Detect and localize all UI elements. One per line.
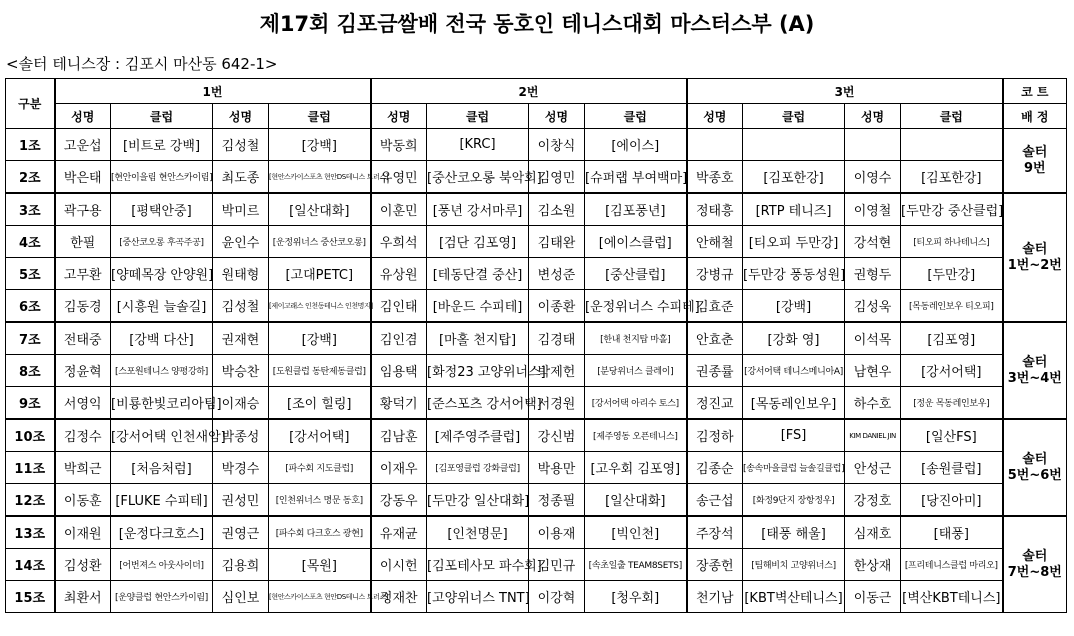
player-name-cell: 김성철: [213, 129, 269, 161]
court-numbers: 9번: [1023, 160, 1046, 176]
club-cell: [인천명문]: [427, 516, 529, 549]
player-name-cell: 박종성: [213, 419, 269, 452]
player-name-cell: 박용만: [529, 452, 585, 484]
slot-header-3: 3번: [687, 79, 1003, 104]
club-cell: [목원]: [269, 549, 371, 581]
club-cell: [태풍]: [901, 516, 1003, 549]
group-cell: 10조: [6, 419, 55, 452]
table-row: [6, 516, 1067, 549]
player-name-cell: 권성민: [213, 484, 269, 517]
club-cell: [현안스카이스포츠 현안DS테니스 트러스]: [269, 581, 371, 613]
club-cell: [벽산KBT테니스]: [901, 581, 1003, 613]
group-cell: 8조: [6, 355, 55, 387]
club-cell: [제주영동 오픈테니스]: [585, 419, 687, 452]
club-cell: [강서어택 인천새암]: [111, 419, 213, 452]
slot-header-2: 2번: [371, 79, 687, 104]
group-cell: 14조: [6, 549, 55, 581]
club-cell: [평택안중]: [111, 193, 213, 226]
court-numbers: 1번~2번: [1007, 257, 1062, 273]
player-name-cell: 하수호: [845, 387, 901, 420]
group-cell: 7조: [6, 322, 55, 355]
club-cell: [시흥원 늘솔길]: [111, 290, 213, 323]
club-cell: [KBT벽산테니스]: [743, 581, 845, 613]
player-name-cell: 임용택: [371, 355, 427, 387]
club-cell: [일산FS]: [901, 419, 1003, 452]
club-header: 클럽: [111, 104, 213, 129]
club-cell: [스포원테니스 양평강하]: [111, 355, 213, 387]
group-cell: 3조: [6, 193, 55, 226]
club-cell: [도원클럽 동탄제동클럽]: [269, 355, 371, 387]
table-row: [6, 290, 1067, 323]
club-cell: [일산대화]: [585, 484, 687, 517]
club-cell: [송속마을클럽 늘솔길클럽]: [743, 452, 845, 484]
player-name-cell: 김인태: [371, 290, 427, 323]
club-cell: [정운 목동레인보우]: [901, 387, 1003, 420]
club-cell: [화정23 고양위너스]: [427, 355, 529, 387]
court-assignment-cell: [1003, 419, 1067, 516]
player-name-cell: 김효준: [687, 290, 743, 323]
club-cell: [FS]: [743, 419, 845, 452]
club-cell: [두만강 풍동성원]: [743, 258, 845, 290]
player-name-cell: KIM DANIEL JIN: [845, 419, 901, 452]
player-name-cell: 변성준: [529, 258, 585, 290]
player-name-cell: 이석목: [845, 322, 901, 355]
club-cell: [운정위너스 중산코오롱]: [269, 226, 371, 258]
club-header: 클럽: [743, 104, 845, 129]
club-cell: [RTP 테니즈]: [743, 193, 845, 226]
club-cell: [FLUKE 수피테]: [111, 484, 213, 517]
player-name-cell: 황덕기: [371, 387, 427, 420]
player-name-cell: 박은태: [55, 161, 111, 194]
player-name-cell: 이훈민: [371, 193, 427, 226]
player-name-cell: 김태완: [529, 226, 585, 258]
club-cell: [김포영클럽 강화클럽]: [427, 452, 529, 484]
player-name-cell: 박종호: [687, 161, 743, 194]
player-name-cell: 박승찬: [213, 355, 269, 387]
club-cell: [분당위너스 클레이]: [585, 355, 687, 387]
club-cell: [강서어택]: [269, 419, 371, 452]
court-venue: 솔터: [1022, 548, 1048, 564]
club-cell: [바운드 수피테]: [427, 290, 529, 323]
player-name-cell: 김성환: [55, 549, 111, 581]
player-name-cell: 김성철: [213, 290, 269, 323]
player-name-cell: 김동경: [55, 290, 111, 323]
player-name-cell: 천기남: [687, 581, 743, 613]
player-name-cell: 정재찬: [371, 581, 427, 613]
club-cell: [빅인천]: [585, 516, 687, 549]
group-cell: 5조: [6, 258, 55, 290]
table-row: [6, 226, 1067, 258]
court-numbers: 5번~6번: [1007, 467, 1062, 483]
club-cell: [제이고래스 인천동테니스 인천명지]: [269, 290, 371, 323]
club-cell: [목동레인보우 티오피]: [901, 290, 1003, 323]
club-cell: [강서어택]: [901, 355, 1003, 387]
group-cell: 11조: [6, 452, 55, 484]
court-numbers: 3번~4번: [1007, 370, 1062, 386]
player-name-cell: 송근섭: [687, 484, 743, 517]
club-cell: [김포영]: [901, 322, 1003, 355]
club-cell: [강백]: [269, 322, 371, 355]
club-cell: [비룡한빛코리아팀]: [111, 387, 213, 420]
player-name-cell: 김소원: [529, 193, 585, 226]
player-name-cell: 원태형: [213, 258, 269, 290]
player-name-cell: 김민규: [529, 549, 585, 581]
table-row: [6, 387, 1067, 420]
club-cell: [송원클럽]: [901, 452, 1003, 484]
club-cell: [김포한강]: [743, 161, 845, 194]
club-cell: [운양클럽 현안스카이림]: [111, 581, 213, 613]
club-cell: [두만강]: [901, 258, 1003, 290]
player-name-cell: 강병규: [687, 258, 743, 290]
player-name-cell: 안효춘: [687, 322, 743, 355]
club-header: 클럽: [269, 104, 371, 129]
club-header: 클럽: [585, 104, 687, 129]
club-cell: [현안이을림 현안스카이림]: [111, 161, 213, 194]
player-name-cell: 이영수: [845, 161, 901, 194]
player-name-cell: 강동우: [371, 484, 427, 517]
group-cell: 13조: [6, 516, 55, 549]
club-cell: [티오피 하나테니스]: [901, 226, 1003, 258]
player-name-cell: 박희근: [55, 452, 111, 484]
club-cell: [어번져스 아웃사이더]: [111, 549, 213, 581]
player-name-cell: 이강혁: [529, 581, 585, 613]
court-assignment-cell: [1003, 193, 1067, 322]
name-header: 성명: [213, 104, 269, 129]
club-cell: [태풍 해울]: [743, 516, 845, 549]
player-name-cell: 이재우: [371, 452, 427, 484]
club-cell: [한내 천지탑 마홀]: [585, 322, 687, 355]
name-header: 성명: [529, 104, 585, 129]
group-cell: 15조: [6, 581, 55, 613]
court-venue: 솔터: [1022, 451, 1048, 467]
player-name-cell: 박동희: [371, 129, 427, 161]
club-cell: [준스포츠 강서어택]: [427, 387, 529, 420]
player-name-cell: 유재균: [371, 516, 427, 549]
club-cell: [에이스]: [585, 129, 687, 161]
club-cell: [김포풍년]: [585, 193, 687, 226]
player-name-cell: 이동훈: [55, 484, 111, 517]
club-cell: [제주영주클럽]: [427, 419, 529, 452]
table-row: [6, 419, 1067, 452]
group-cell: 9조: [6, 387, 55, 420]
club-cell: [김포한강]: [901, 161, 1003, 194]
player-name-cell: 이동근: [845, 581, 901, 613]
club-cell: [중산클럽]: [585, 258, 687, 290]
club-cell: [프리테니스클럽 마리오]: [901, 549, 1003, 581]
club-header: 클럽: [901, 104, 1003, 129]
player-name-cell: 정태흥: [687, 193, 743, 226]
table-row: [6, 581, 1067, 613]
club-cell: [비트로 강백]: [111, 129, 213, 161]
club-cell: [강서어택 아리수 토스]: [585, 387, 687, 420]
player-name-cell: 전태중: [55, 322, 111, 355]
table-row: [6, 549, 1067, 581]
club-cell: [파수회 다크호스 광현]: [269, 516, 371, 549]
club-cell: [운정다크호스]: [111, 516, 213, 549]
player-name-cell: 최도종: [213, 161, 269, 194]
group-cell: 1조: [6, 129, 55, 161]
player-name-cell: 권재현: [213, 322, 269, 355]
club-header: 클럽: [427, 104, 529, 129]
club-cell: [강백]: [743, 290, 845, 323]
player-name-cell: 최환서: [55, 581, 111, 613]
player-name-cell: 정진교: [687, 387, 743, 420]
table-row: [6, 452, 1067, 484]
player-name-cell: 윤인수: [213, 226, 269, 258]
club-cell: [743, 129, 845, 161]
page-title: 제17회 김포금쌀배 전국 동호인 테니스대회 마스터스부 (A): [259, 12, 815, 36]
club-cell: [청우회]: [585, 581, 687, 613]
player-name-cell: 김성욱: [845, 290, 901, 323]
club-cell: [조이 힐링]: [269, 387, 371, 420]
court-header: 코 트: [1003, 79, 1067, 104]
player-name-cell: 이종환: [529, 290, 585, 323]
player-name-cell: [845, 129, 901, 161]
club-cell: [두만강 중산클럽]: [901, 193, 1003, 226]
group-cell: 2조: [6, 161, 55, 194]
group-cell: 12조: [6, 484, 55, 517]
club-cell: [풍년 강서마루]: [427, 193, 529, 226]
player-name-cell: [687, 129, 743, 161]
table-row: [6, 484, 1067, 517]
player-name-cell: 정종필: [529, 484, 585, 517]
player-name-cell: 이재원: [55, 516, 111, 549]
club-cell: [중산코오롱 북악회]: [427, 161, 529, 194]
group-header: 구분: [6, 79, 55, 129]
draw-table: [5, 78, 1067, 613]
club-cell: [테동단결 중산]: [427, 258, 529, 290]
name-header: 성명: [371, 104, 427, 129]
club-cell: [화정9단지 장항정우]: [743, 484, 845, 517]
player-name-cell: 박경수: [213, 452, 269, 484]
player-name-cell: 강정호: [845, 484, 901, 517]
court-numbers: 7번~8번: [1007, 564, 1062, 580]
player-name-cell: 강석현: [845, 226, 901, 258]
player-name-cell: 권영근: [213, 516, 269, 549]
player-name-cell: 김인겸: [371, 322, 427, 355]
club-cell: [강서어택 테니스메니아A]: [743, 355, 845, 387]
player-name-cell: 이영철: [845, 193, 901, 226]
table-row: [6, 161, 1067, 194]
name-header: 성명: [845, 104, 901, 129]
player-name-cell: 김정하: [687, 419, 743, 452]
club-cell: [KRC]: [427, 129, 529, 161]
player-name-cell: 김종순: [687, 452, 743, 484]
court-venue: 솔터: [1022, 144, 1048, 160]
player-name-cell: 김남훈: [371, 419, 427, 452]
player-name-cell: 안성근: [845, 452, 901, 484]
player-name-cell: 남현우: [845, 355, 901, 387]
table-body: [6, 129, 1067, 613]
player-name-cell: 권종률: [687, 355, 743, 387]
club-cell: [인천위너스 명문 동호]: [269, 484, 371, 517]
player-name-cell: 유상원: [371, 258, 427, 290]
player-name-cell: 고무환: [55, 258, 111, 290]
player-name-cell: 김용희: [213, 549, 269, 581]
player-name-cell: 이용재: [529, 516, 585, 549]
player-name-cell: 박제헌: [529, 355, 585, 387]
club-cell: [속초일출 TEAM8SETS]: [585, 549, 687, 581]
name-header: 성명: [687, 104, 743, 129]
club-cell: [검단 김포영]: [427, 226, 529, 258]
player-name-cell: 고운섭: [55, 129, 111, 161]
player-name-cell: 한필: [55, 226, 111, 258]
player-name-cell: 이시헌: [371, 549, 427, 581]
club-cell: [티오피 두만강]: [743, 226, 845, 258]
club-cell: [김포테사모 파수회]: [427, 549, 529, 581]
player-name-cell: 심재호: [845, 516, 901, 549]
player-name-cell: 유영민: [371, 161, 427, 194]
player-name-cell: 이창식: [529, 129, 585, 161]
club-cell: [고우회 김포영]: [585, 452, 687, 484]
player-name-cell: 안해철: [687, 226, 743, 258]
court-assignment-cell: [1003, 322, 1067, 419]
player-name-cell: 장종헌: [687, 549, 743, 581]
club-cell: [목동레인보우]: [743, 387, 845, 420]
club-cell: [팀해비치 고양위너스]: [743, 549, 845, 581]
group-cell: 6조: [6, 290, 55, 323]
player-name-cell: 권형두: [845, 258, 901, 290]
court-assignment-cell: [1003, 516, 1067, 613]
club-cell: [당진아미]: [901, 484, 1003, 517]
table-row: [6, 355, 1067, 387]
player-name-cell: 한상재: [845, 549, 901, 581]
group-cell: 4조: [6, 226, 55, 258]
player-name-cell: 김영민: [529, 161, 585, 194]
club-cell: [고양위너스 TNT]: [427, 581, 529, 613]
club-cell: [운정위너스 수피테]: [585, 290, 687, 323]
club-cell: [두만강 일산대화]: [427, 484, 529, 517]
club-cell: [현안스카이스포츠 현안DS테니스 트러스]: [269, 161, 371, 194]
player-name-cell: 주장석: [687, 516, 743, 549]
club-cell: [슈퍼랩 부여백마]: [585, 161, 687, 194]
table-row: [6, 193, 1067, 226]
table-row: [6, 322, 1067, 355]
name-header: 성명: [55, 104, 111, 129]
player-name-cell: 정윤혁: [55, 355, 111, 387]
club-cell: [일산대화]: [269, 193, 371, 226]
court-venue: 솔터: [1022, 354, 1048, 370]
club-cell: [마홀 천지탑]: [427, 322, 529, 355]
player-name-cell: 서경원: [529, 387, 585, 420]
venue-subtitle: <솔터 테니스장 : 김포시 마산동 642-1>: [6, 55, 278, 73]
club-cell: [파수회 지도클럽]: [269, 452, 371, 484]
court-assignment-cell: [1003, 129, 1067, 194]
club-cell: [강백 다산]: [111, 322, 213, 355]
player-name-cell: 김경태: [529, 322, 585, 355]
player-name-cell: 강신범: [529, 419, 585, 452]
club-cell: [중산코오롱 후곡주공]: [111, 226, 213, 258]
player-name-cell: 서영익: [55, 387, 111, 420]
player-name-cell: 박미르: [213, 193, 269, 226]
club-cell: [강백]: [269, 129, 371, 161]
club-cell: [처음처럼]: [111, 452, 213, 484]
table-row: [6, 258, 1067, 290]
club-cell: [고대PETC]: [269, 258, 371, 290]
club-cell: [901, 129, 1003, 161]
player-name-cell: 김정수: [55, 419, 111, 452]
court-venue: 솔터: [1022, 241, 1048, 257]
club-cell: [양떼목장 안양원]: [111, 258, 213, 290]
player-name-cell: 이재승: [213, 387, 269, 420]
player-name-cell: 심인보: [213, 581, 269, 613]
player-name-cell: 우희석: [371, 226, 427, 258]
club-cell: [에이스클럽]: [585, 226, 687, 258]
club-cell: [강화 영]: [743, 322, 845, 355]
table-row: [6, 129, 1067, 161]
slot-header-1: 1번: [55, 79, 371, 104]
player-name-cell: 곽구용: [55, 193, 111, 226]
court-assign-header: 배 정: [1003, 104, 1067, 129]
